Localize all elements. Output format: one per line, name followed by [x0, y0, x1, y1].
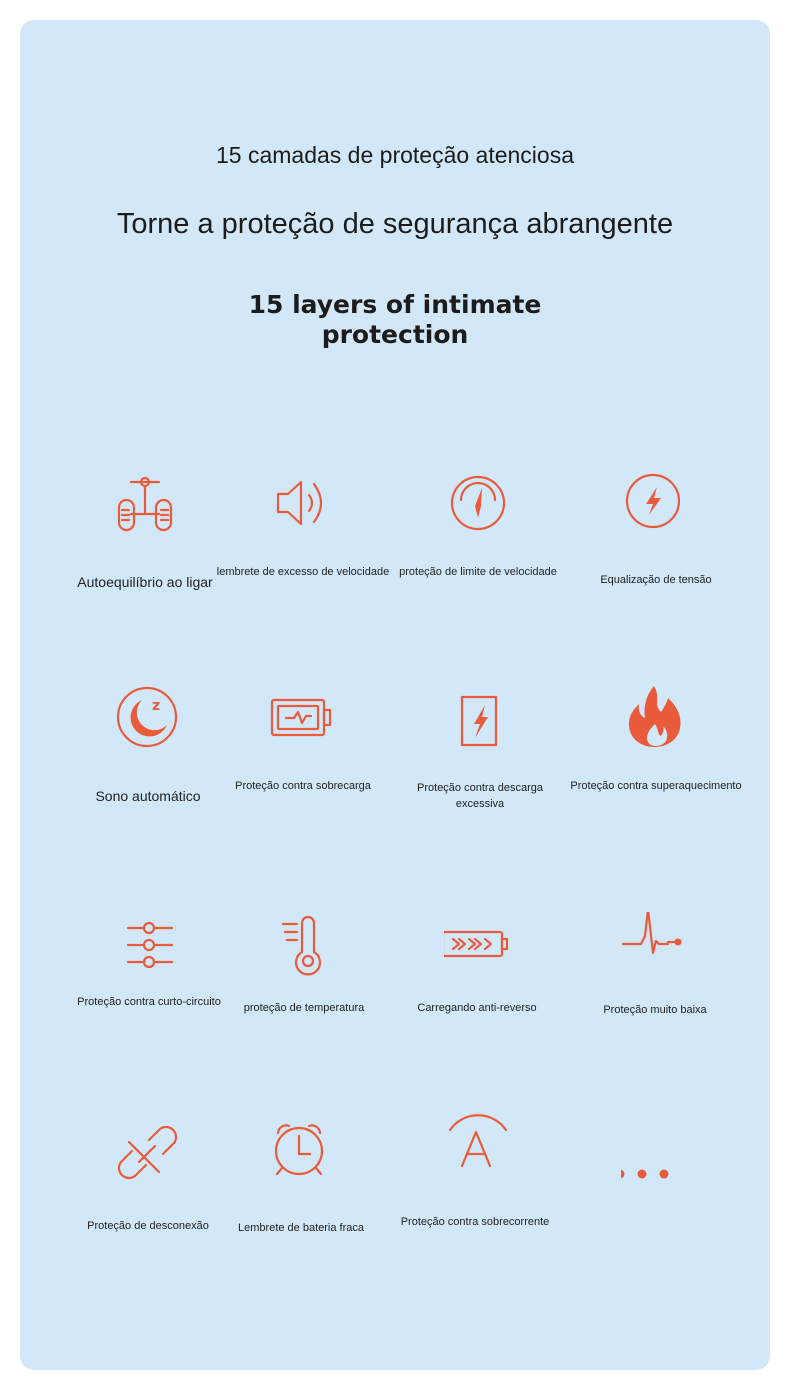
- feature-label: Carregando anti-reverso: [417, 1002, 537, 1014]
- feature-label: Proteção contra descarga excessiva: [417, 782, 543, 810]
- feature-label: Proteção de desconexão: [87, 1220, 209, 1232]
- thermometer-icon: [271, 912, 337, 978]
- feature-label: Sono automático: [95, 788, 201, 804]
- speaker-icon: [270, 470, 336, 536]
- title-portuguese: 15 camadas de proteção atenciosa: [215, 142, 575, 168]
- alarm-clock-icon: [268, 1120, 334, 1186]
- lightning-box-icon: [447, 684, 513, 750]
- feature-label: proteção de temperatura: [243, 1002, 365, 1014]
- flame-icon: [623, 684, 689, 750]
- feature-label: Lembrete de bateria fraca: [238, 1222, 364, 1234]
- more-dots-icon: [621, 1140, 687, 1206]
- battery-charging-arrows-icon: [444, 912, 510, 978]
- battery-pulse-icon: [270, 684, 336, 750]
- feature-label: Proteção muito baixa: [603, 1004, 707, 1016]
- feature-label: Proteção contra superaquecimento: [570, 780, 742, 792]
- sliders-icon: [116, 912, 182, 978]
- feature-label: Proteção contra sobrecarga: [235, 780, 371, 792]
- speedometer-icon: [445, 470, 511, 536]
- heartbeat-icon: [622, 912, 688, 978]
- title-english-line1: 15 layers of intimate: [248, 290, 542, 319]
- svg-text:z: z: [152, 698, 161, 714]
- feature-label: Proteção contra sobrecorrente: [400, 1216, 550, 1228]
- ampere-icon: [442, 1110, 508, 1176]
- feature-label: Proteção contra curto-circuito: [77, 996, 221, 1008]
- feature-label: proteção de limite de velocidade: [399, 566, 557, 578]
- broken-link-icon: [115, 1120, 181, 1186]
- sleep-moon-icon: [115, 684, 181, 750]
- subtitle-portuguese: Torne a proteção de segurança abrangente: [116, 208, 674, 240]
- feature-label: Autoequilíbrio ao ligar: [77, 574, 213, 590]
- self-balancing-scooter-icon: [112, 470, 178, 536]
- title-english: [0, 290, 790, 350]
- feature-label: Equalização de tensão: [600, 574, 712, 586]
- lightning-circle-icon: [623, 470, 689, 536]
- feature-label: lembrete de excesso de velocidade: [216, 566, 390, 578]
- title-english-line2: protection: [321, 320, 469, 349]
